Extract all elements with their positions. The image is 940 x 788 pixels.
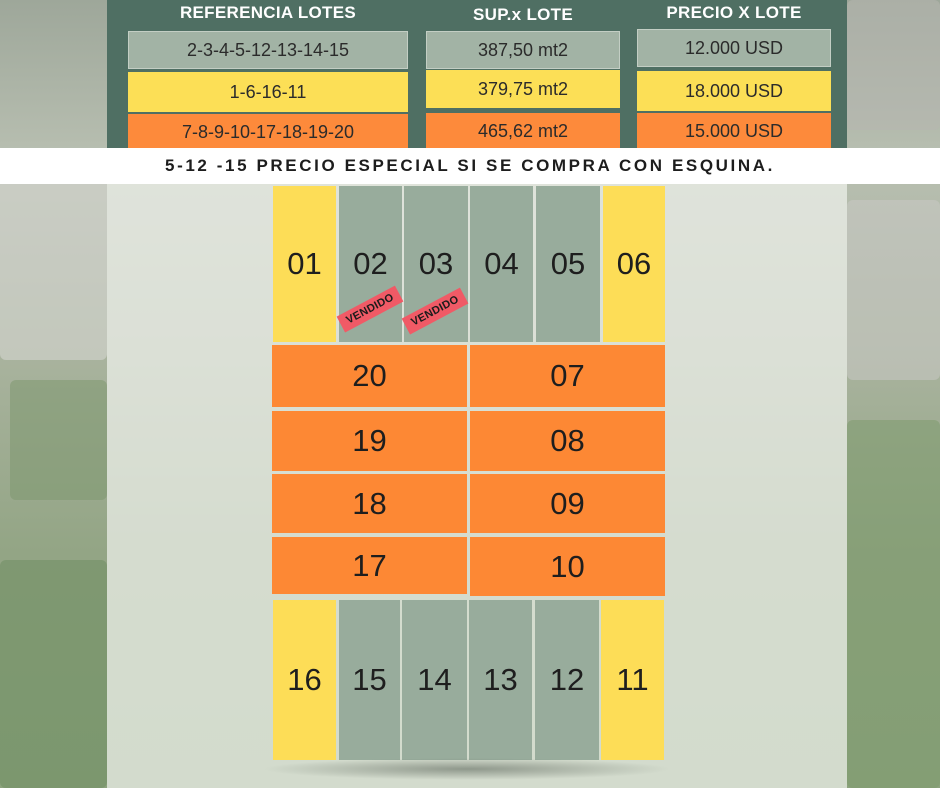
- lot-06[interactable]: 06: [603, 186, 665, 342]
- lot-01[interactable]: 01: [273, 186, 336, 342]
- header-precio: PRECIO X LOTE: [666, 3, 802, 22]
- lot-05[interactable]: 05: [536, 186, 600, 342]
- lot-03[interactable]: 03: [404, 186, 468, 342]
- lot-07[interactable]: 07: [470, 345, 665, 407]
- row-gray-sup: 387,50 mt2: [426, 31, 620, 69]
- lot-09[interactable]: 09: [470, 474, 665, 533]
- row-gray-ref: 2-3-4-5-12-13-14-15: [128, 31, 408, 69]
- row-yellow-price: 18.000 USD: [637, 71, 831, 111]
- lot-04[interactable]: 04: [470, 186, 533, 342]
- lot-14[interactable]: 14: [402, 600, 467, 760]
- map-shadow: [262, 758, 672, 780]
- lot-16[interactable]: 16: [273, 600, 336, 760]
- lot-08[interactable]: 08: [470, 411, 665, 471]
- lot-15[interactable]: 15: [339, 600, 400, 760]
- lot-12[interactable]: 12: [535, 600, 599, 760]
- lot-18[interactable]: 18: [272, 474, 467, 533]
- sold-badge-lot-02: VENDIDO: [337, 286, 404, 333]
- lot-20[interactable]: 20: [272, 345, 467, 407]
- sold-badge-lot-03: VENDIDO: [402, 288, 469, 335]
- header-referencia: REFERENCIA LOTES: [179, 3, 357, 22]
- row-orange-price: 15.000 USD: [637, 113, 831, 150]
- lot-17[interactable]: 17: [272, 537, 467, 594]
- lot-13[interactable]: 13: [469, 600, 532, 760]
- row-orange-sup: 465,62 mt2: [426, 113, 620, 150]
- row-orange-ref: 7-8-9-10-17-18-19-20: [128, 114, 408, 150]
- lot-11[interactable]: 11: [601, 600, 664, 760]
- header-superficie: SUP.x LOTE: [473, 5, 573, 24]
- special-price-notice: 5-12 -15 PRECIO ESPECIAL SI SE COMPRA CON ESQUINA.: [0, 148, 940, 184]
- lot-10[interactable]: 10: [470, 537, 665, 596]
- row-gray-price: 12.000 USD: [637, 29, 831, 67]
- lot-02[interactable]: 02: [339, 186, 402, 342]
- lot-19[interactable]: 19: [272, 411, 467, 471]
- row-yellow-sup: 379,75 mt2: [426, 70, 620, 108]
- row-yellow-ref: 1-6-16-11: [128, 72, 408, 112]
